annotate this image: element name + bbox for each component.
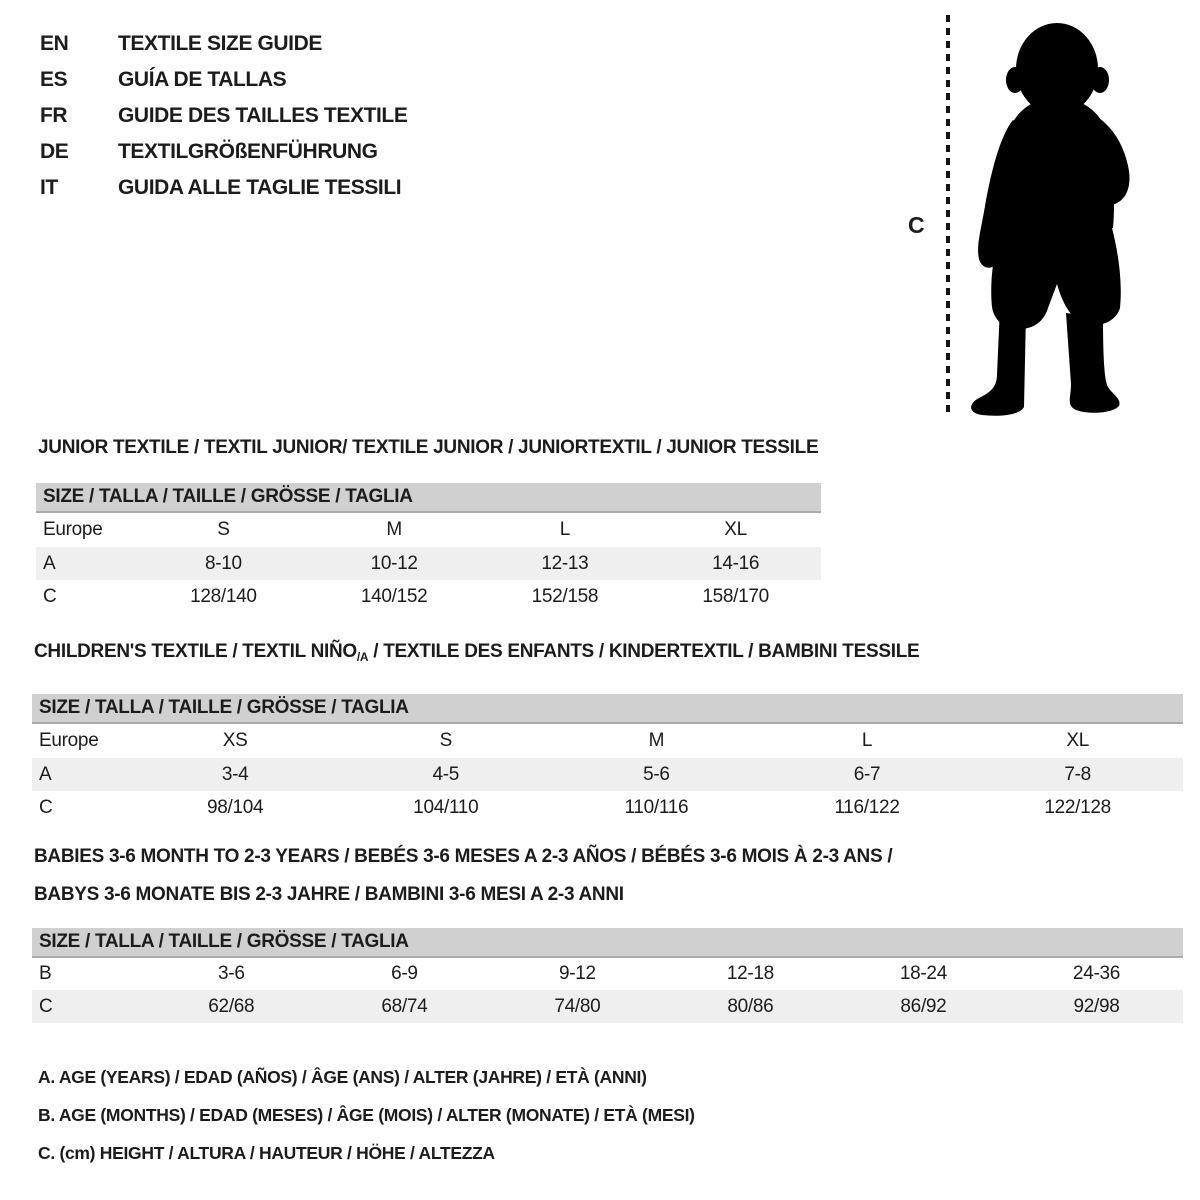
row-label-cell: B [32,957,145,990]
value-cell: 104/110 [340,791,551,824]
table-row [32,957,1183,990]
size-header-cell: SIZE / TALLA / TAILLE / GRÖSSE / TAGLIA [32,694,1183,723]
region-label-cell: Europe [36,512,138,547]
size-cell: XS [130,723,341,758]
language-title: GUIDA ALLE TAGLIE TESSILI [118,176,402,199]
table-row [32,758,1183,791]
value-cell: 18-24 [837,957,1010,990]
table-header-row [36,483,821,512]
value-cell: 8-10 [138,547,309,580]
row-label-cell: C [32,990,145,1023]
value-cell: 158/170 [650,580,821,613]
size-cell: S [340,723,551,758]
value-cell: 92/98 [1010,990,1183,1023]
language-title: TEXTILGRÖßENFÜHRUNG [118,140,378,163]
value-cell: 74/80 [491,990,664,1023]
table-row [36,580,821,613]
value-cell: 128/140 [138,580,309,613]
language-row [40,140,407,176]
value-cell: 98/104 [130,791,341,824]
footnote-height-cm: C. (cm) HEIGHT / ALTURA / HAUTEUR / HÖHE / ALTEZZA [38,1143,495,1163]
table-header-row [32,694,1183,723]
size-cell: M [309,512,480,547]
language-code: IT [40,176,58,199]
size-cell: M [551,723,762,758]
value-cell: 122/128 [972,791,1183,824]
value-cell: 3-6 [145,957,318,990]
table-row [36,547,821,580]
babies-size-table [32,928,1183,1023]
table-row [32,791,1183,824]
table-row [32,723,1183,758]
value-cell: 62/68 [145,990,318,1023]
language-title: GUÍA DE TALLAS [118,68,287,91]
babies-section-title-line2: BABYS 3-6 MONATE BIS 2-3 JAHRE / BAMBINI 3-6 MESI A 2-3 ANNI [34,884,624,905]
language-code: ES [40,68,68,91]
children-section-title [34,641,1183,668]
children-title-suffix: / TEXTILE DES ENFANTS / KINDERTEXTIL / BAMBINI TESSILE [368,641,920,662]
babies-section-title-line1: BABIES 3-6 MONTH TO 2-3 YEARS / BEBÉS 3-6 MESES A 2-3 AÑOS / BÉBÉS 3-6 MOIS À 2-3 ANS / [34,846,893,867]
footnotes-block [38,1066,695,1180]
size-header-cell: SIZE / TALLA / TAILLE / GRÖSSE / TAGLIA [36,483,821,512]
value-cell: 4-5 [340,758,551,791]
row-label-cell: C [32,791,130,824]
table-row [36,512,821,547]
row-label-cell: C [36,580,138,613]
value-cell: 10-12 [309,547,480,580]
footnote-age-months: B. AGE (MONTHS) / EDAD (MESES) / ÂGE (MOIS) / ALTER (MONATE) / ETÀ (MESI) [38,1105,695,1125]
row-label-cell: A [32,758,130,791]
value-cell: 12-18 [664,957,837,990]
value-cell: 6-9 [318,957,491,990]
region-label-cell: Europe [32,723,130,758]
children-title-prefix: CHILDREN'S TEXTILE / TEXTIL NIÑO [34,641,357,662]
size-cell: L [480,512,651,547]
height-measure-label: C [908,212,925,238]
value-cell: 110/116 [551,791,762,824]
footnote-age-years: A. AGE (YEARS) / EDAD (AÑOS) / ÂGE (ANS) / ALTER (JAHRE) / ETÀ (ANNI) [38,1067,647,1087]
value-cell: 14-16 [650,547,821,580]
value-cell: 86/92 [837,990,1010,1023]
table-header-row [32,928,1183,957]
value-cell: 140/152 [309,580,480,613]
value-cell: 152/158 [480,580,651,613]
children-title-subscript: /A [356,650,369,664]
value-cell: 7-8 [972,758,1183,791]
junior-size-table [36,483,821,613]
section-childrens-textile [32,641,1183,824]
size-cell: XL [650,512,821,547]
language-title-block [40,32,407,212]
section-junior-textile [36,437,821,613]
language-row [40,32,407,68]
value-cell: 12-13 [480,547,651,580]
language-title: GUIDE DES TAILLES TEXTILE [118,104,408,127]
value-cell: 80/86 [664,990,837,1023]
language-code: FR [40,104,68,127]
language-code: DE [40,140,69,163]
value-cell: 68/74 [318,990,491,1023]
height-measure-line [946,15,950,418]
language-row [40,104,407,140]
size-cell: XL [972,723,1183,758]
size-header-cell: SIZE / TALLA / TAILLE / GRÖSSE / TAGLIA [32,928,1183,957]
children-size-table [32,694,1183,824]
value-cell: 9-12 [491,957,664,990]
value-cell: 24-36 [1010,957,1183,990]
value-cell: 116/122 [762,791,973,824]
table-row [32,990,1183,1023]
language-row [40,176,407,212]
size-cell: S [138,512,309,547]
language-code: EN [40,32,69,55]
value-cell: 5-6 [551,758,762,791]
row-label-cell: A [36,547,138,580]
size-cell: L [762,723,973,758]
junior-section-title: JUNIOR TEXTILE / TEXTIL JUNIOR/ TEXTILE JUNIOR / JUNIORTEXTIL / JUNIOR TESSILE [38,437,819,458]
section-babies-textile [32,846,1183,1023]
language-title: TEXTILE SIZE GUIDE [118,32,322,55]
value-cell: 6-7 [762,758,973,791]
language-row [40,68,407,104]
value-cell: 3-4 [130,758,341,791]
toddler-silhouette-icon [963,20,1148,420]
